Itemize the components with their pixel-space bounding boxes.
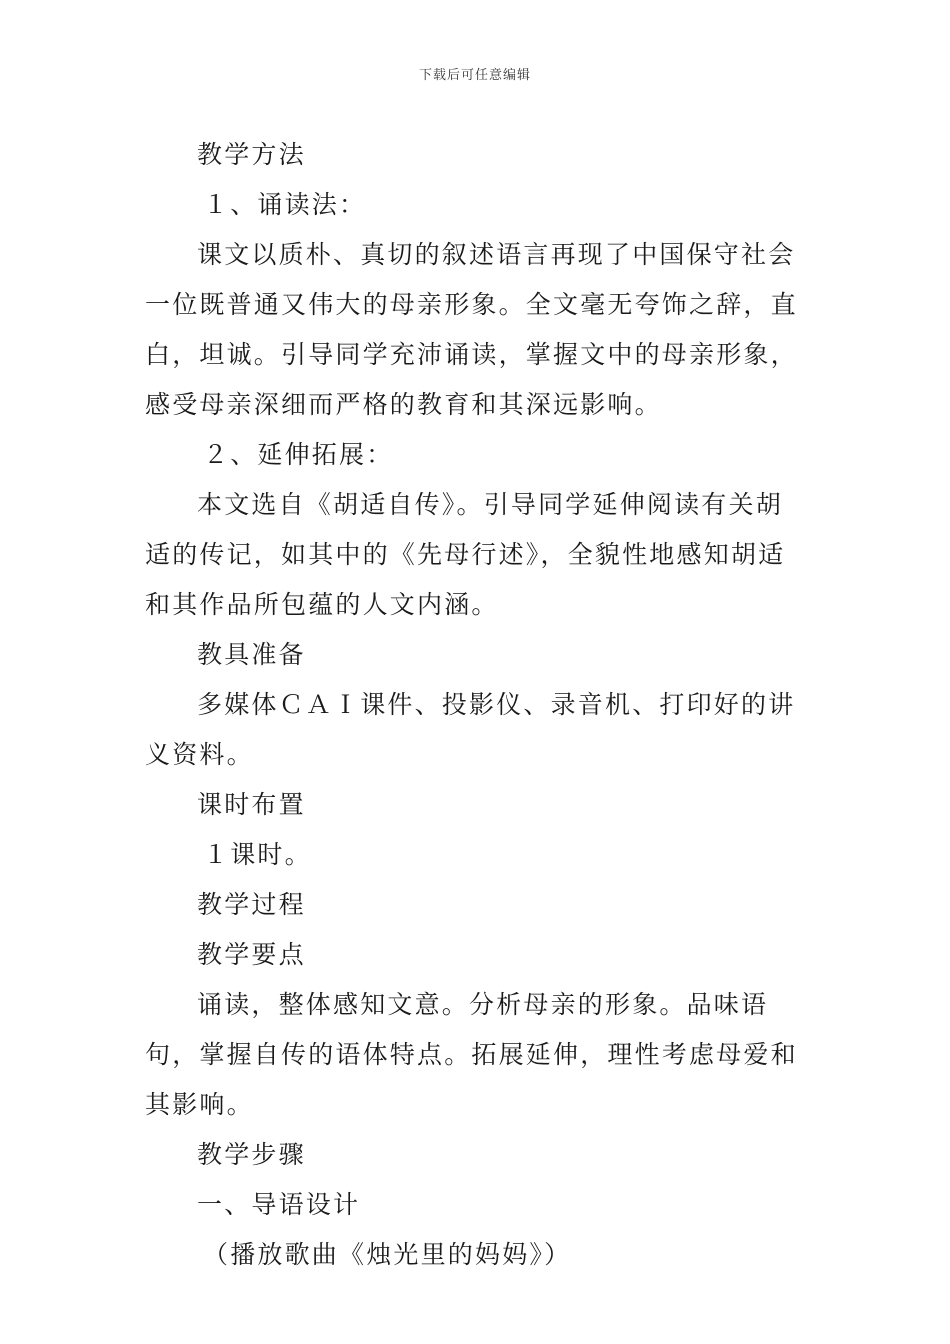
method-item-1-title: １、诵读法：	[203, 190, 367, 219]
heading-teaching-method: 教学方法	[197, 140, 306, 169]
document-body	[145, 130, 810, 1280]
method-item-1-body: 课文以质朴、真切的叙述语言再现了中国保守社会一位既普通又伟大的母亲形象。全文毫无夸饰之辞，直白，坦诚。引导同学充沛诵读，掌握文中的母亲形象，感受母亲深细而严格的教育和其深远影响。	[145, 240, 798, 419]
heading-teaching-tools: 教具准备	[197, 640, 306, 669]
method-item-2-body: 本文选自《胡适自传》。引导同学延伸阅读有关胡适的传记，如其中的《先母行述》，全貌性地感知胡适和其作品所包蕴的人文内涵。	[145, 490, 786, 619]
page-header: 下载后可任意编辑	[418, 68, 531, 83]
step-1-title: 一、导语设计	[197, 1190, 361, 1219]
heading-class-schedule: 课时布置	[197, 790, 306, 819]
heading-teaching-steps: 教学步骤	[197, 1140, 306, 1169]
tools-body: 多媒体ＣＡＩ课件、投影仪、录音机、打印好的讲义资料。	[145, 690, 796, 769]
step-1-note: （播放歌曲《烛光里的妈妈》）	[203, 1240, 572, 1269]
heading-teaching-points: 教学要点	[197, 940, 306, 969]
heading-teaching-process: 教学过程	[197, 890, 306, 919]
method-item-2-title: ２、延伸拓展：	[203, 440, 394, 469]
teaching-points-body: 诵读，整体感知文意。分析母亲的形象。品味语句，掌握自传的语体特点。拓展延伸，理性考虑母爱和其影响。	[145, 990, 798, 1119]
schedule-body: １课时。	[203, 840, 312, 869]
